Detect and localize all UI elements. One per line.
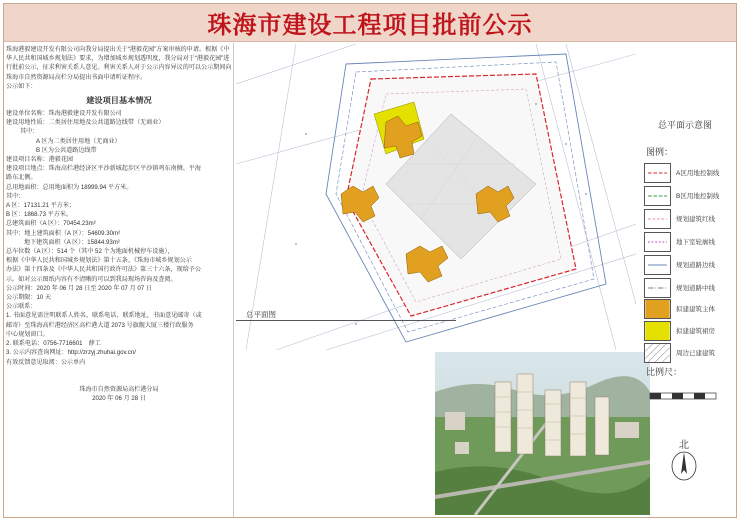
scale-title: 比例尺： (646, 367, 683, 377)
notice-text-column (6, 45, 232, 515)
law-line-3: 示。如对公示图纸内容有不清晰的可以到我局现场咨询及查阅。 (6, 275, 177, 283)
legend-swatch-podium (644, 321, 671, 341)
render-tower-4 (570, 382, 586, 456)
aerial-render-image (435, 352, 650, 515)
location-line-1: 建设项目地点：珠海高栏港经济区平沙新城起步区平沙镇鸡东南侧、平海 (6, 165, 201, 173)
legend-swatch-existing (644, 343, 671, 363)
legend-item (644, 299, 736, 321)
legend-heading: 图例： (646, 147, 674, 157)
law-line-1: 根据《中华人民共和国城乡规划法》第十五条、《珠海市城乡规划公示 (6, 257, 192, 265)
north-label: 北 (679, 440, 689, 451)
area-b-line: B 区：1868.73 平方米。 (6, 211, 73, 219)
days-line: 公示期限：10 天 (6, 294, 52, 302)
contact-1-line-1: 1. 书面意见需注明联系人姓名、联系电话、联系地址，书面意见邮寄（或 (6, 312, 202, 320)
legend-swatch-b-boundary (644, 186, 671, 206)
contact-3-line: 3. 公示内容查询网址：http://zrzyj.zhuhai.gov.cn/ (6, 349, 136, 357)
legend-swatch-road-edge (644, 255, 671, 275)
tower-west (341, 186, 379, 222)
above-ground-line: 其中：地上建筑面积（A 区）：54609.30m² (6, 229, 121, 237)
legend-label: 地下室轮廓线 (676, 239, 715, 246)
parking-line: 总车位数（A 区）：514 个（其中 52 个为地面机械停车设施）， (6, 248, 174, 256)
banner (4, 4, 736, 42)
among-label: 其中： (20, 128, 39, 136)
render-tower-3 (545, 390, 561, 456)
applicant-line: 建设单位名称：珠海港毅建设开发有限公司 (6, 110, 122, 118)
issue-date: 2020 年 06 月 28 日 (92, 394, 146, 402)
legend-label: 规划建筑红线 (676, 216, 715, 223)
among-label-2: 其中： (6, 192, 25, 200)
legend-swatch-a-boundary (644, 163, 671, 183)
legend-item (644, 321, 736, 343)
contact-1-line-2: 邮寄）至珠海高栏港经济区高栏港大道 2073 号旗舰大厦三楼行政服务 (6, 321, 194, 329)
project-name-line: 建设项目名称：港毅花园 (6, 156, 74, 164)
column-divider (233, 43, 234, 517)
north-arrow-icon (668, 438, 700, 484)
contact-title: 公示联系： (6, 303, 37, 311)
site-plan-drawing (236, 44, 636, 350)
section-title: 建设项目基本情况 (86, 96, 152, 106)
spacer (6, 367, 232, 385)
page-title: 珠海市建设工程项目批前公示 (207, 11, 533, 39)
legend-swatch-basement (644, 232, 671, 252)
scale-bar (648, 385, 718, 409)
legend-swatch-main-building (644, 299, 671, 319)
render-tower-2 (517, 374, 533, 454)
intro-tail: 公示如下： (6, 82, 37, 90)
period-line: 公示时间：2020 年 06 月 28 日至 2020 年 07 月 07 日 (6, 284, 152, 292)
legend-label: 周边已建建筑 (676, 350, 715, 357)
render-tower-1 (495, 382, 511, 452)
legend-label: B区用地控制线 (676, 193, 720, 200)
intro-paragraph: 珠海港毅建设开发有限公司向我分局提出关于“港毅花园”方案审核的申请。根据《中华人民共和国城乡规划法》要求，为增加城乡规划透明度，我分局对于“港毅花园”进行批前公示，征求利害关系人意见。利害关系人对于公示内容异议的可以公示期间向珠海市自然资源局高栏分局提出书面申请听证程序。 (6, 46, 232, 81)
issuing-org: 珠海市自然资源局高栏港分局 (79, 385, 159, 393)
area-a-line: A 区：17131.21 平方米； (6, 202, 76, 210)
legend-item (644, 186, 736, 208)
floor-area-line: 总建筑面积（A 区）：70454.23m² (6, 220, 96, 228)
zone-b-line: B 区为公共道路边线带 (36, 146, 97, 154)
location-line-2: 路东北侧。 (6, 174, 37, 182)
legend-label: 拟建建筑裙房 (676, 328, 715, 335)
legend-label: 拟建建筑主体 (676, 306, 715, 313)
plan-label-underline (236, 320, 456, 321)
site-plan-label: 总平面图 (246, 310, 276, 319)
contact-2-line: 2. 联系电话：0756-7716601 薛工 (6, 340, 101, 348)
law-line-2: 办法》第十四条及《中华人民共和国行政许可法》第三十六条，现给予公 (6, 266, 201, 274)
legend-label: 规划道路中线 (676, 285, 715, 292)
total-area-line: 总用地面积：总用地面积为 18999.94 平方米。 (6, 183, 133, 191)
contact-1-line-3: 中心规划窗口。 (6, 330, 49, 338)
land-use-line: 建设用地性质：二类居住用地及公共道路边线带（无商业） (6, 119, 165, 127)
legend-swatch-road-center (644, 278, 671, 298)
legend-swatch-red-line (644, 209, 671, 229)
legend-item (644, 278, 736, 300)
legend-label: 规划道路边线 (676, 262, 715, 269)
legend-item (644, 163, 736, 185)
legend-item (644, 255, 736, 277)
legend-item (644, 209, 736, 231)
zone-a-line: A 区为二类居住用地（无商业） (36, 137, 121, 145)
below-ground-line: 地下建筑面积（A 区）：15844.93m² (24, 238, 120, 246)
legend-item (644, 343, 736, 365)
contact-4-line: 有效反馈意见取阅：公示单内 (6, 358, 86, 366)
render-tower-5 (595, 397, 609, 455)
legend-title: 总平面示意图 (658, 120, 713, 130)
legend-label: A区用地控制线 (676, 170, 720, 177)
legend-item (644, 232, 736, 254)
